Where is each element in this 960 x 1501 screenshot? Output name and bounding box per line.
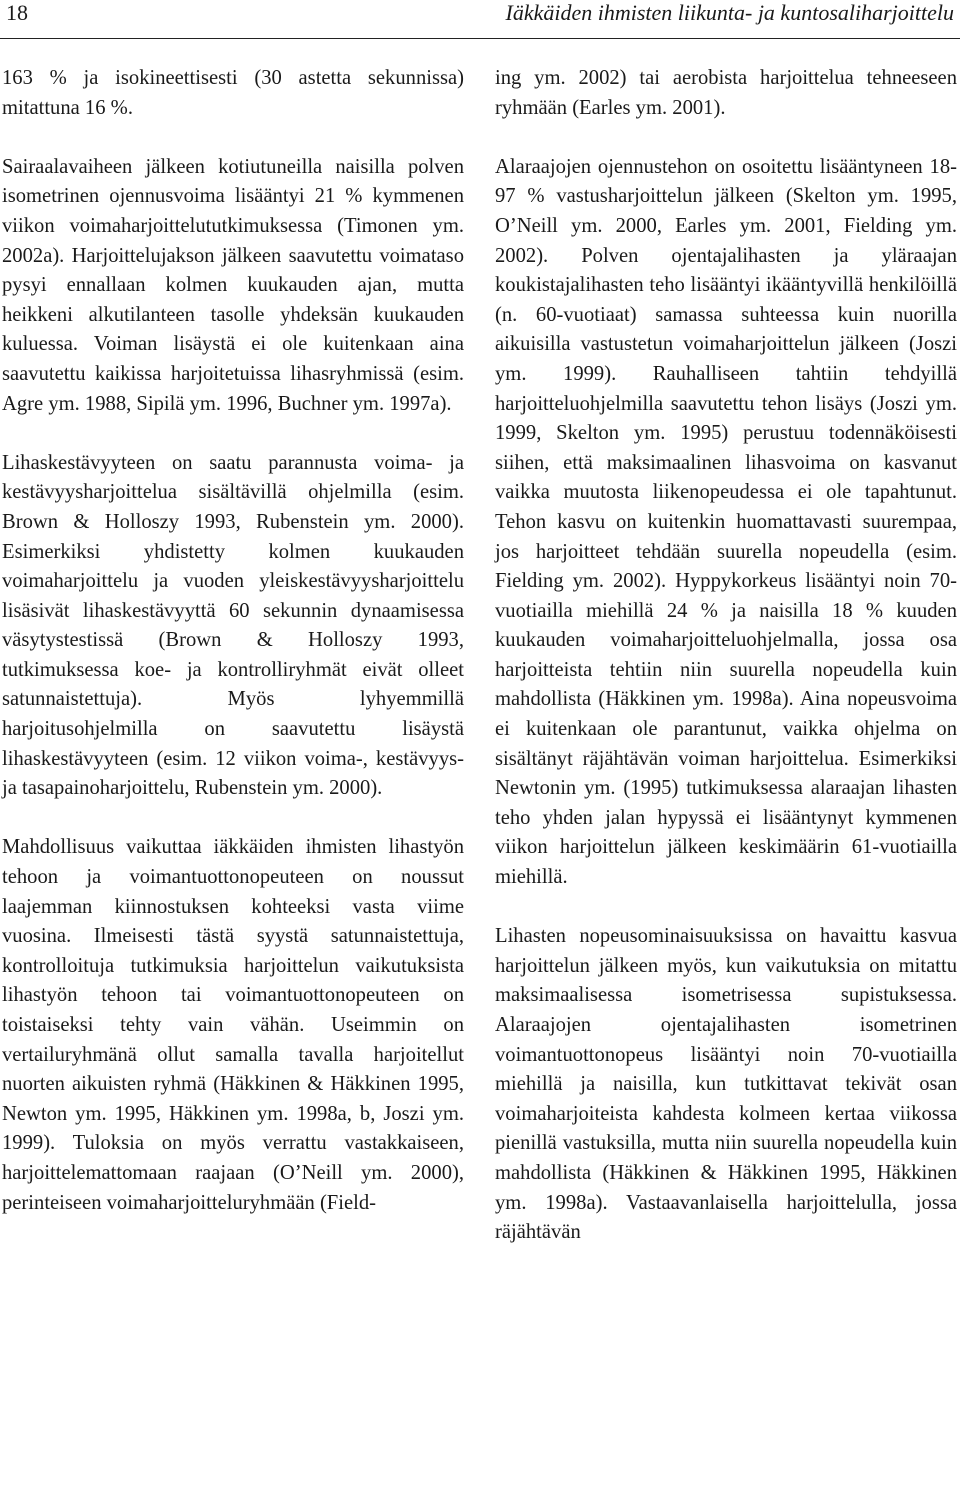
- header-rule: [0, 38, 960, 39]
- right-column: [495, 64, 957, 1248]
- paragraph: Mahdollisuus vaikuttaa iäkkäiden ihmisten lihastyön tehoon ja voimantuottonopeuteen on noussut laajemman kiinnostuksen kohteeksi vasta viime vuosina. Ilmeisesti tästä syystä satunnaistettuja, kontrolloituja tutkimuksia harjoittelun vaikutuksista lihastyön tehoon tai voimantuottonopeuteen on toistaiseksi tehty vain vähän. Useimmin on vertailuryhmänä ollut samalla tavalla harjoitellut nuorten aikuisten ryhmä (Häkkinen & Häkkinen 1995, Newton ym. 1995, Häkkinen ym. 1998a, b, Joszi ym. 1999). Tuloksia on myös verrattu vastakkaiseen, harjoittelemattomaan raajaan (O’Neill ym. 2000), perinteiseen voimaharjoitteluryhmään (Field-: [2, 836, 464, 1214]
- running-title: Iäkkäiden ihmisten liikunta- ja kuntosaliharjoittelu: [505, 0, 954, 25]
- page-header: [0, 0, 960, 40]
- paragraph: Sairaalavaiheen jälkeen kotiutuneilla naisilla polven isometrinen ojennusvoima lisääntyi 21 % kymmenen viikon voimaharjoittelututkimuksessa (Timonen ym. 2002a). Harjoittelujakson jälkeen saavutettu voimataso pysyi ennallaan kolmen kuukauden ajan, mutta heikkeni alkutilanteen tasolle yhdeksän kuukauden kuluessa. Voiman lisäystä ei ole kuitenkaan aina saavutettu kaikissa harjoitetuissa lihasryhmissä (esim. Agre ym. 1988, Sipilä ym. 1996, Buchner ym. 1997a).: [2, 155, 464, 415]
- paragraph: Alaraajojen ojennustehon on osoitettu lisääntyneen 18-97 % vastusharjoittelun jälkeen (Skelton ym. 1995, O’Neill ym. 2000, Earles ym. 2001, Fielding ym. 2002). Polven ojentajalihasten ja yläraajan koukistajalihasten teho lisääntyi ikääntyvillä henkilöillä (n. 60-vuotiaat) samassa suhteessa kuin nuorilla aikuisilla vastustetun voimaharjoittelun jälkeen (Joszi ym. 1999). Rauhalliseen tahtiin tehdyillä harjoitteluohjelmilla saavutettu tehon lisäys (Joszi ym. 1999, Skelton ym. 1995) perustuu todennäköisesti siihen, että maksimaalinen lihasvoima on kasvanut vaikka muutosta liikenopeudessa ei ole tapahtunut. Tehon kasvu on kuitenkin huomattavasti suurempaa, jos harjoitteet tehdään suurella nopeudella (esim. Fielding ym. 2002). Hyppykorkeus lisääntyi noin 70-vuotiailla miehillä 24 % ja naisilla 18 % kuuden kuukauden voimaharjoitteluohjelmalla, jossa osa harjoitteista tehtiin niin suurella nopeudella kuin mahdollista (Häkkinen ym. 1998a). Aina nopeusvoima ei kuitenkaan ole parantunut, vaikka ohjelma on sisältänyt räjähtävän voiman harjoittelua. Esimerkiksi Newtonin ym. (1995) tutkimuksessa alaraajan lihasten teho yhden jalan hypyssä ei lisääntynyt kymmenen viikon harjoittelun jälkeen keskimäärin 61-vuotiailla miehillä.: [495, 155, 957, 889]
- page-number: 18: [6, 0, 28, 25]
- paragraph: 163 % ja isokineettisesti (30 astetta sekunnissa) mitattuna 16 %.: [2, 67, 464, 119]
- paragraph: Lihaskestävyyteen on saatu parannusta voima- ja kestävyysharjoittelua sisältävillä ohjelmilla (esim. Brown & Holloszy 1993, Rubenstein ym. 2000). Esimerkiksi yhdistetty kolmen kuukauden voimaharjoittelu ja vuoden yleiskestävyysharjoittelu lisäsivät lihaskestävyyttä 60 sekunnin dynaamisessa väsytystestissä (Brown & Holloszy 1993, tutkimuksessa koe- ja kontrolliryhmät eivät olleet satunnaistettuja). Myös lyhyemmillä harjoitusohjelmilla on saavutettu lisäystä lihaskestävyyteen (esim. 12 viikon voima-, kestävyys- ja tasapainoharjoittelu, Rubenstein ym. 2000).: [2, 451, 464, 800]
- paragraph: ing ym. 2002) tai aerobista harjoittelua tehneeseen ryhmään (Earles ym. 2001).: [495, 67, 957, 119]
- left-column: [2, 64, 464, 1218]
- paragraph: Lihasten nopeusominaisuuksissa on havaittu kasvua harjoittelun jälkeen myös, kun vaikutuksia on mitattu maksimaalisessa isometrisessa supistuksessa. Alaraajojen ojentajalihasten isometrinen voimantuottonopeus lisääntyi noin 70-vuotiailla miehillä ja naisilla, kun tutkittavat tekivät osan voimaharjoiteista kahdesta kolmeen kertaa viikossa pienillä vastuksilla, mutta niin suurella nopeudella kuin mahdollista (Häkkinen & Häkkinen 1995, Häkkinen ym. 1998a). Vastaavanlaisella harjoittelulla, jossa räjähtävän: [495, 925, 957, 1244]
